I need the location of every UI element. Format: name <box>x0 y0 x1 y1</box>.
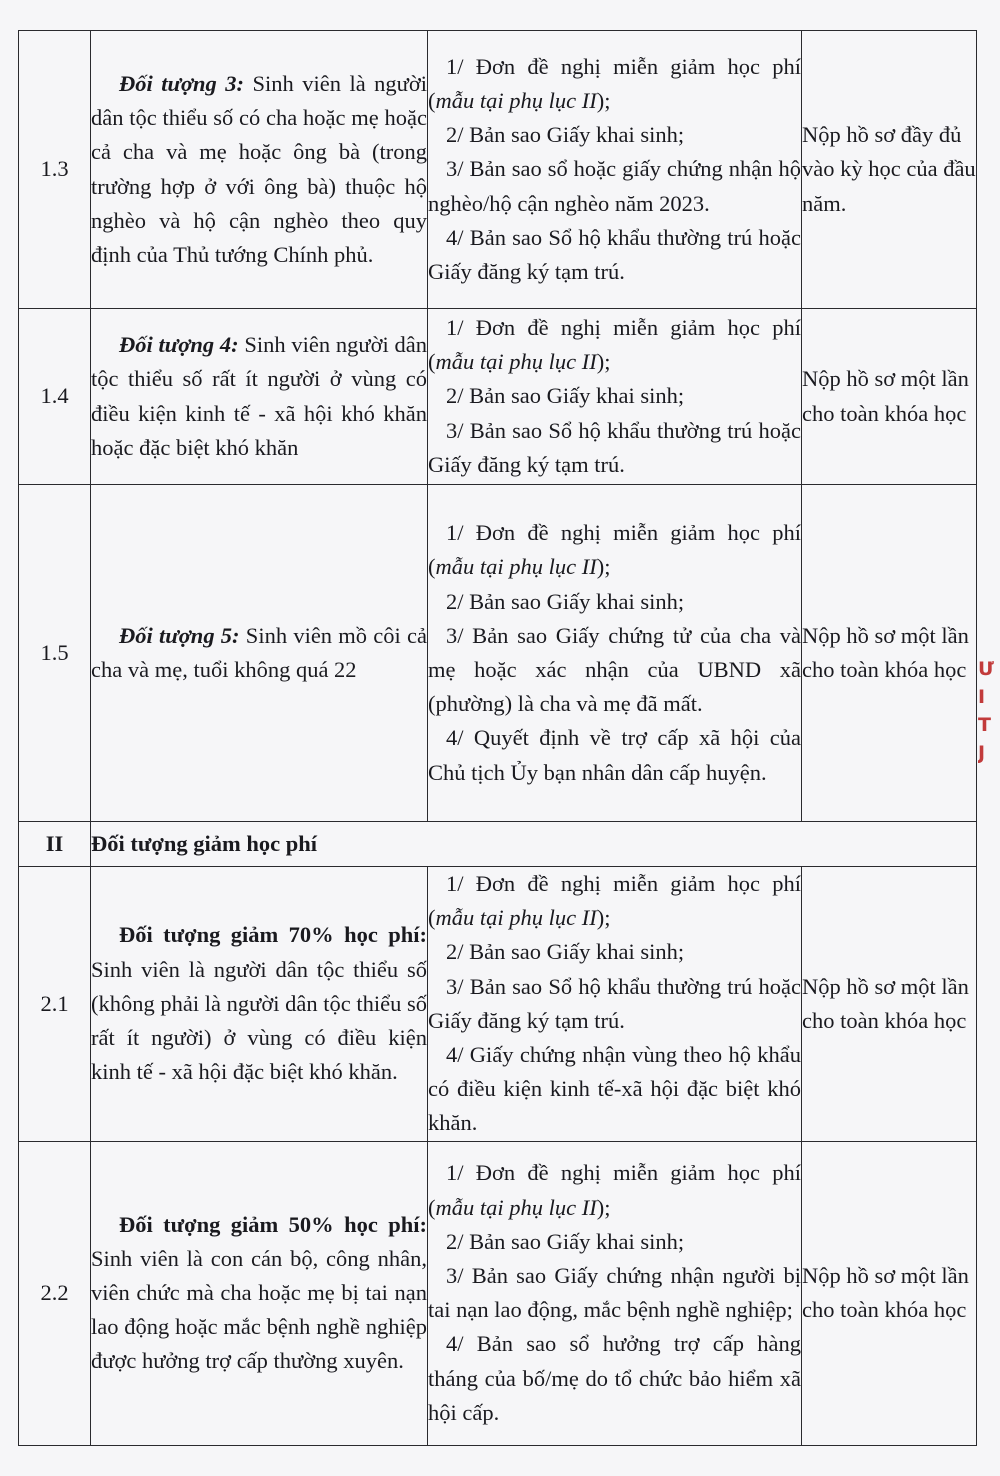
doc-item: 2/ Bản sao Giấy khai sinh; <box>446 588 685 614</box>
row-documents: 1/ Đơn đề nghị miễn giảm học phí (mẫu tại phụ lục II); 2/ Bản sao Giấy khai sinh; 3/ Bản sao Sổ hộ khẩu thường trú hoặc Giấy đăng ký tạm trú. 4/ Giấy chứng nhận vùng theo hộ khẩu có điều kiện kinh tế-xã hội đặc biệt khó khăn. <box>428 867 802 1142</box>
row-number: 2.2 <box>19 1141 91 1445</box>
category-text: Sinh viên người dân tộc thiểu số rất ít người ở vùng có điều kiện kinh tế - xã hội khó khăn hoặc đặc biệt khó khăn <box>91 332 427 460</box>
doc-item: 4/ Quyết định về trợ cấp xã hội của Chủ tịch Ủy bạn nhân dân cấp huyện. <box>428 725 801 785</box>
doc-item: 3/ Bản sao Giấy chứng nhận người bị tai nạn lao động, mắc bệnh nghề nghiệp; <box>428 1262 801 1323</box>
row-description <box>91 1141 428 1445</box>
section-title: Đối tượng giảm học phí <box>91 822 977 867</box>
doc-item: 2/ Bản sao Giấy khai sinh; <box>446 122 685 148</box>
doc-item: 3/ Bản sao sổ hoặc giấy chứng nhận hộ nghèo/hộ cận nghèo năm 2023. <box>428 156 801 216</box>
row-number: 1.3 <box>19 31 91 309</box>
row-note: Nộp hồ sơ một lần cho toàn khóa học <box>802 867 977 1142</box>
row-note: Nộp hồ sơ một lần cho toàn khóa học <box>802 1141 977 1445</box>
row-description <box>91 485 428 822</box>
row-note: Nộp hồ sơ đầy đủ vào kỳ học của đầu năm. <box>802 31 977 309</box>
row-documents: 1/ Đơn đề nghị miễn giảm học phí (mẫu tại phụ lục II); 2/ Bản sao Giấy khai sinh; 3/ Bản sao Sổ hộ khẩu thường trú hoặc Giấy đăng ký tạm trú. <box>428 309 802 485</box>
doc-item: 2/ Bản sao Giấy khai sinh; <box>446 939 685 965</box>
table-row <box>19 1141 977 1445</box>
fee-exemption-table <box>18 30 977 1446</box>
row-documents: 1/ Đơn đề nghị miễn giảm học phí (mẫu tại phụ lục II); 2/ Bản sao Giấy khai sinh; 3/ Bản sao sổ hoặc giấy chứng nhận hộ nghèo/hộ cận nghèo năm 2023. 4/ Bản sao Sổ hộ khẩu thường trú hoặc Giấy đăng ký tạm trú. <box>428 31 802 309</box>
section-number: II <box>19 822 91 867</box>
doc-item: 2/ Bản sao Giấy khai sinh; <box>446 383 685 409</box>
category-text: Sinh viên là con cán bộ, công nhân, viên chức mà cha hoặc mẹ bị tai nạn lao động hoặc mắc bệnh nghề nghiệp được hưởng trợ cấp thường xuyên. <box>91 1245 427 1374</box>
category-text: Sinh viên là người dân tộc thiểu số có cha hoặc mẹ hoặc cả cha và mẹ hoặc ông bà (trong trường hợp ở với ông bà) thuộc hộ nghèo và hộ cận nghèo theo quy định của Thủ tướng Chính phủ. <box>91 70 427 267</box>
doc-item: 3/ Bản sao Sổ hộ khẩu thường trú hoặc Giấy đăng ký tạm trú. <box>428 973 801 1033</box>
doc-item: 3/ Bản sao Sổ hộ khẩu thường trú hoặc Giấy đăng ký tạm trú. <box>428 417 801 477</box>
row-documents: 1/ Đơn đề nghị miễn giảm học phí (mẫu tại phụ lục II); 2/ Bản sao Giấy khai sinh; 3/ Bản sao Giấy chứng tử của cha và mẹ hoặc xác nhận của UBND xã (phường) là cha và mẹ đã mất. 4/ Quyết định về trợ cấp xã hội của Chủ tịch Ủy bạn nhân dân cấp huyện. <box>428 485 802 822</box>
doc-item: 4/ Bản sao sổ hưởng trợ cấp hàng tháng của bố/mẹ do tổ chức bảo hiểm xã hội cấp. <box>428 1331 801 1425</box>
section-row <box>19 822 977 867</box>
category-title: Đối tượng 5: <box>119 622 240 648</box>
doc-item: 2/ Bản sao Giấy khai sinh; <box>446 1228 685 1254</box>
table-row <box>19 309 977 485</box>
doc-item: 3/ Bản sao Giấy chứng tử của cha và mẹ hoặc xác nhận của UBND xã (phường) là cha và mẹ đã mất. <box>428 622 801 717</box>
table-row <box>19 867 977 1142</box>
category-title: Đối tượng giảm 50% học phí: <box>119 1211 427 1237</box>
table-row <box>19 31 977 309</box>
row-documents: 1/ Đơn đề nghị miễn giảm học phí (mẫu tại phụ lục II); 2/ Bản sao Giấy khai sinh; 3/ Bản sao Giấy chứng nhận người bị tai nạn lao động, mắc bệnh nghề nghiệp; 4/ Bản sao sổ hưởng trợ cấp hàng tháng của bố/mẹ do tổ chức bảo hiểm xã hội cấp. <box>428 1141 802 1445</box>
row-note: Nộp hồ sơ một lần cho toàn khóa học <box>802 309 977 485</box>
red-stamp-fragment: Ư I T J <box>978 658 994 764</box>
category-title: Đối tượng 4: <box>119 332 239 358</box>
row-description <box>91 31 428 309</box>
row-number: 2.1 <box>19 867 91 1142</box>
table-row <box>19 485 977 822</box>
row-number: 1.5 <box>19 485 91 822</box>
row-description <box>91 867 428 1142</box>
category-title: Đối tượng giảm 70% học phí: <box>119 922 427 948</box>
doc-item: 4/ Giấy chứng nhận vùng theo hộ khẩu có điều kiện kinh tế-xã hội đặc biệt khó khăn. <box>428 1042 801 1136</box>
row-note: Nộp hồ sơ một lần cho toàn khóa học <box>802 485 977 822</box>
category-text: Sinh viên là người dân tộc thiểu số (không phải là người dân tộc thiểu số rất ít người) ở vùng có điều kiện kinh tế - xã hội đặc biệt khó khăn. <box>91 956 427 1085</box>
row-description <box>91 309 428 485</box>
category-title: Đối tượng 3: <box>119 70 245 96</box>
doc-item: 4/ Bản sao Sổ hộ khẩu thường trú hoặc Giấy đăng ký tạm trú. <box>428 224 801 284</box>
category-text: Sinh viên mồ côi cả cha và mẹ, tuổi không quá 22 <box>91 622 428 682</box>
row-number: 1.4 <box>19 309 91 485</box>
